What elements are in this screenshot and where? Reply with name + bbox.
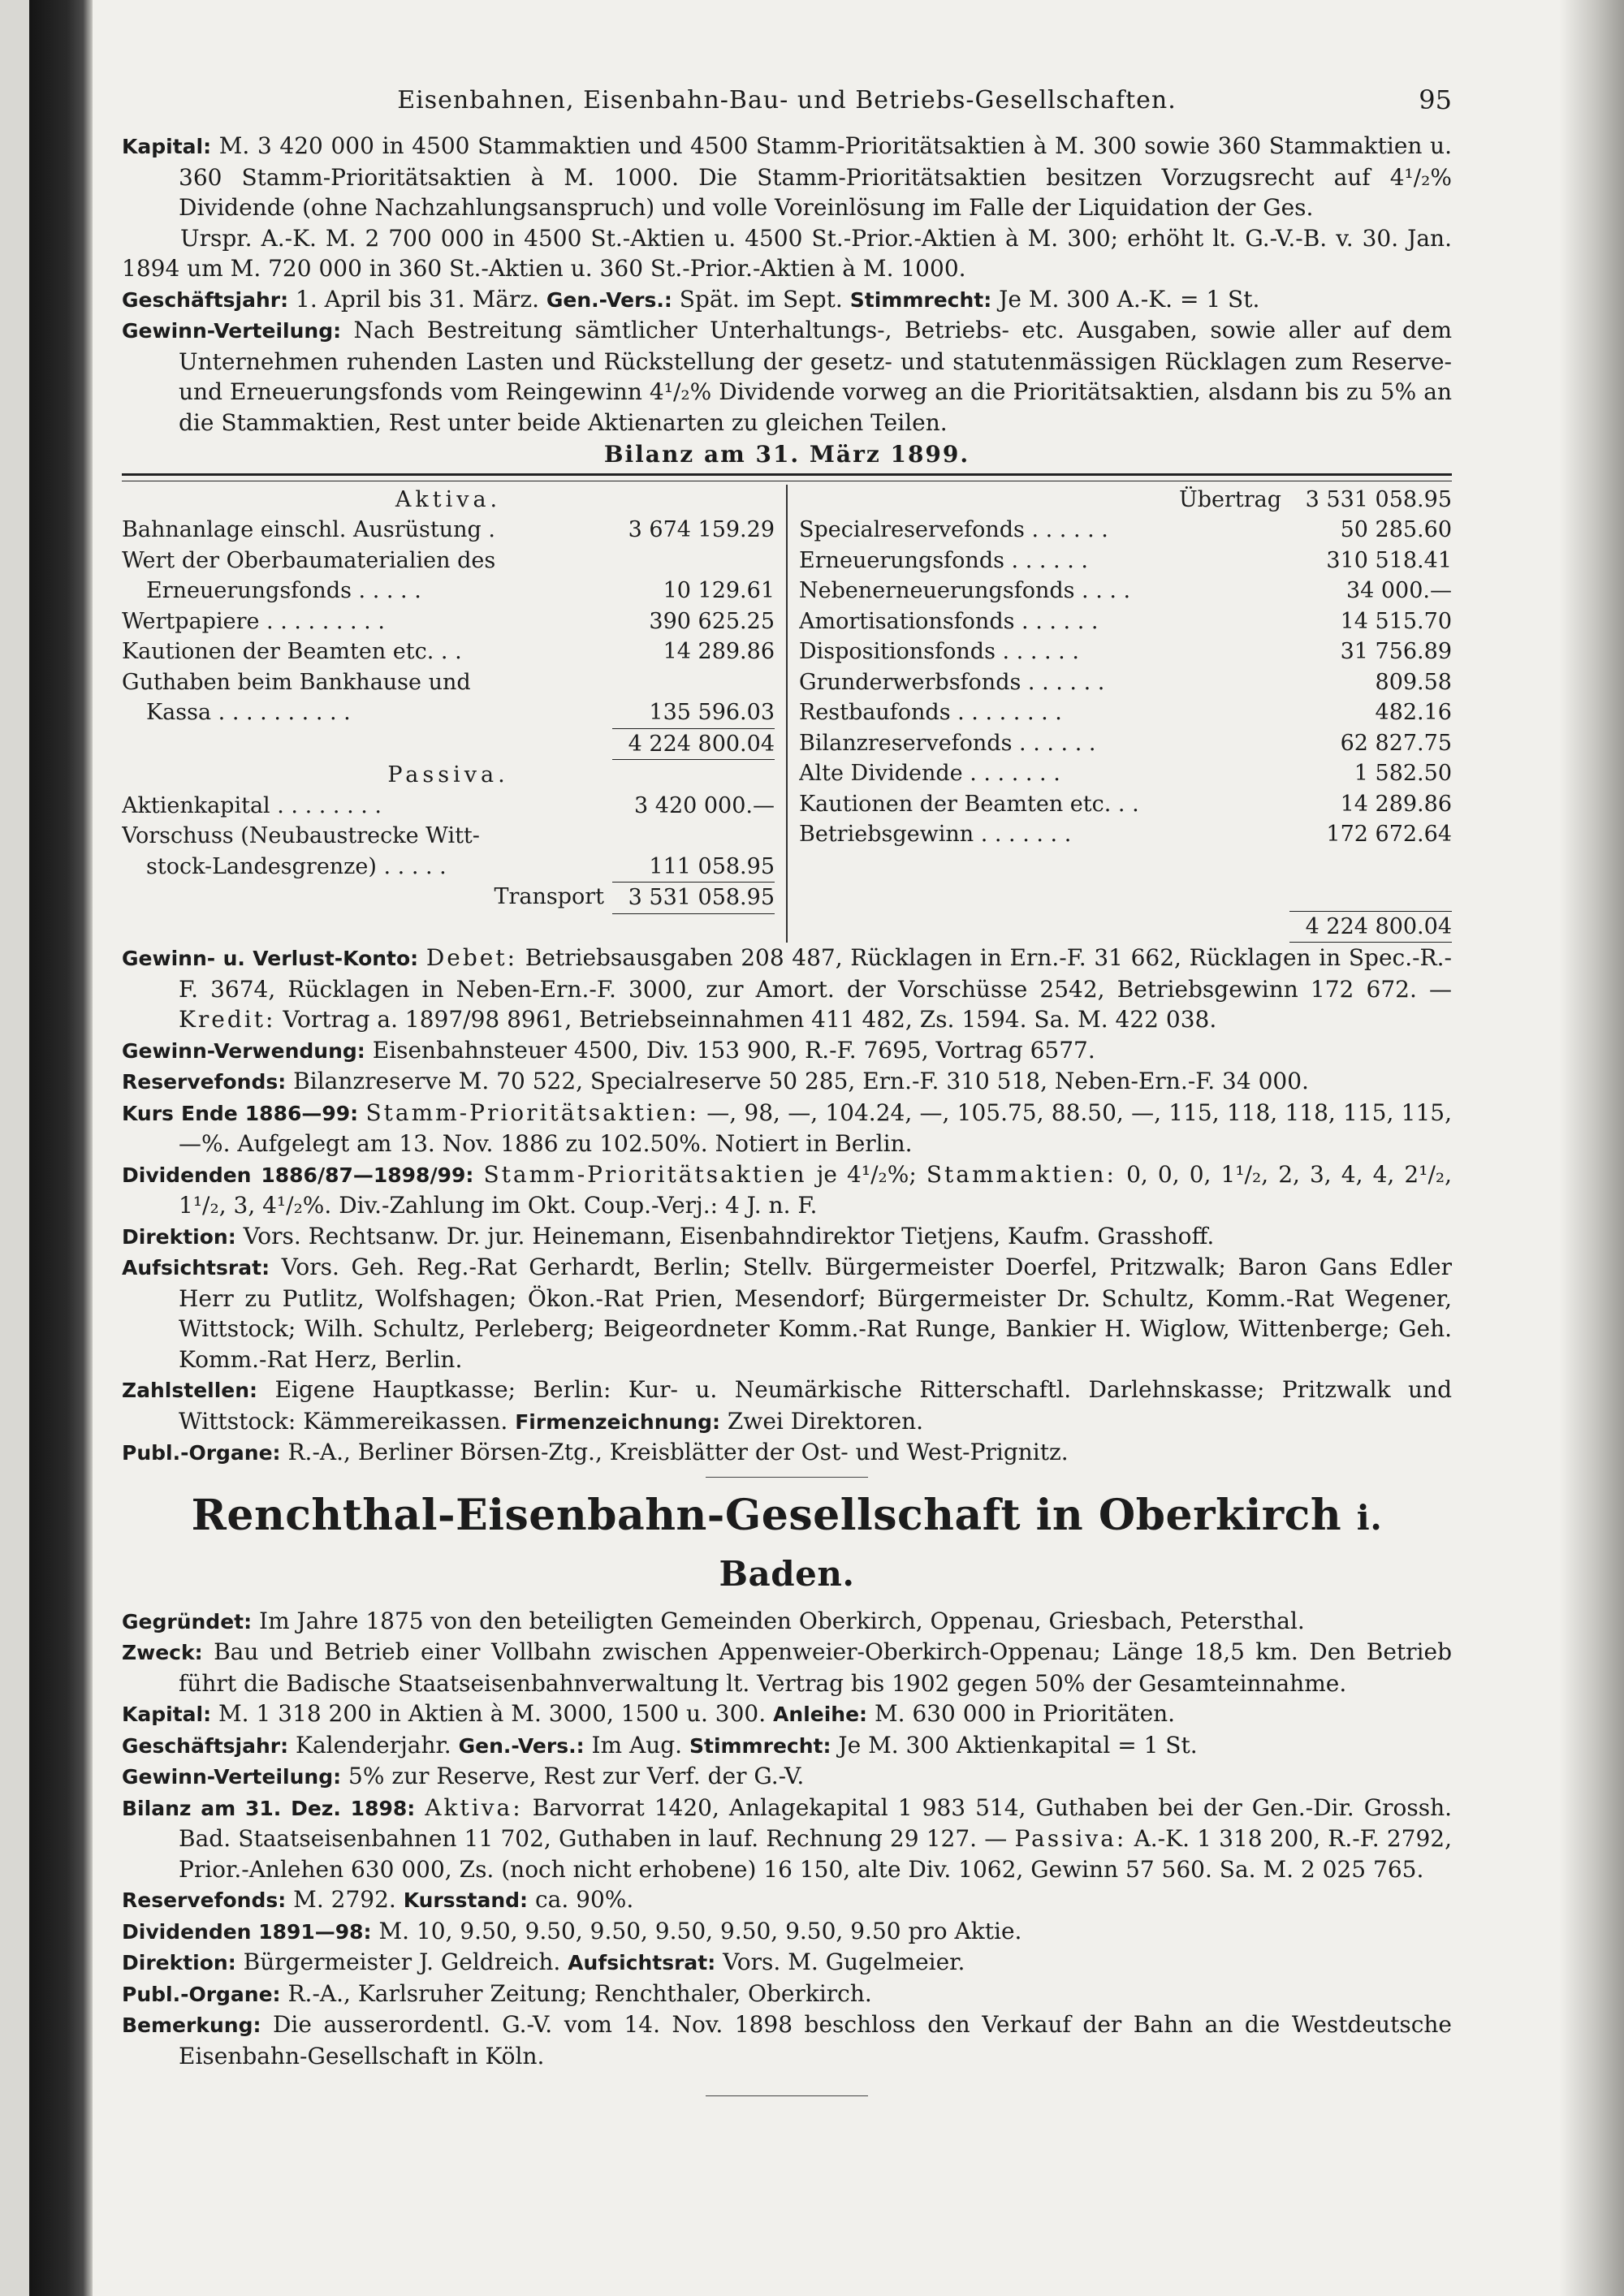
ledger-amount: 390 625.25 [649, 608, 775, 634]
ledger-row [122, 576, 775, 606]
geschaeftsjahr-text: 1. April bis 31. März. [296, 285, 539, 313]
anleihe-text: M. 630 000 in Prioritäten. [874, 1700, 1176, 1727]
ledger-label: Betriebsgewinn . . . . . . . [799, 822, 1072, 847]
kapital2-label: Kapital: [122, 1703, 212, 1726]
bilanz2-passiva-text: A.-K. 1 318 200, R.-F. 2792, Prior.-Anlehen 630 000, Zs. (noch nicht erhobene) 16 150, alte Div. 1062, Gewinn 57 560. Sa. M. 2 025 765. [179, 1825, 1453, 1883]
ar-text: Vors. Geh. Reg.-Rat Gerhardt, Berlin; Stellv. Bürgermeister Doerfel, Pritzwalk; Baron Gans Edler Herr zu Putlitz, Wolfshagen; Ökon.-Rat Prien, Mesendorf; Bürgermeister Dr. Schultz, Komm.-Rat Wegener, Wittstock; Wilh. Schultz, Perleberg; Beigeordneter Komm.-Rat Runge, Bankier H. Wiglow, Wittenberge; Geh. Komm.-Rat Herz, Berlin. [179, 1254, 1452, 1373]
dir-text: Vors. Rechtsanw. Dr. jur. Heinemann, Eisenbahndirektor Tietjens, Kaufm. Grasshoff. [243, 1222, 1215, 1249]
gv2-label: Gen.-Vers.: [458, 1733, 585, 1758]
ledger-row [122, 852, 775, 883]
company-location: i. Baden. [719, 1497, 1383, 1594]
transport-label: Transport [494, 884, 604, 909]
ledger-row [799, 728, 1452, 759]
div-spaced-1: Stamm-Prioritätsaktien [483, 1160, 807, 1188]
geschaeftsjahr-line [122, 284, 1452, 316]
ledger-label: Wertpapiere . . . . . . . . . [122, 608, 385, 634]
gewinnvert2-text: 5% zur Reserve, Rest zur Verf. der G.-V. [348, 1763, 805, 1789]
gewinn-verlust-paragraph [122, 943, 1452, 1035]
zahlstellen-paragraph [122, 1375, 1452, 1437]
ledger-transport-row [122, 882, 775, 914]
sr2-text: Je M. 300 Aktienkapital = 1 St. [838, 1731, 1198, 1759]
ledger-label: Restbaufonds . . . . . . . . [799, 700, 1062, 725]
ledger-amount: 14 515.70 [1340, 608, 1452, 634]
ledger-amount: 111 058.95 [649, 853, 775, 879]
kapital-paragraph [122, 131, 1452, 223]
ar2-text: Vors. M. Gugelmeier. [723, 1949, 965, 1975]
po2-text: R.-A., Karlsruher Zeitung; Renchthaler, Oberkirch. [287, 1979, 872, 2007]
anleihe-label: Anleihe: [773, 1703, 868, 1726]
ledger-label: Aktienkapital . . . . . . . . [122, 792, 382, 818]
bilanz-ledger [122, 485, 1452, 943]
ledger-label: stock-Landesgrenze) . . . . . [146, 853, 447, 879]
bilanz-double-rule [122, 473, 1452, 481]
ledger-label: Kassa . . . . . . . . . . [146, 700, 351, 725]
publ-organe-line [122, 1437, 1452, 1469]
ledger-amount: 809.58 [1375, 669, 1452, 695]
fz-label: Firmenzeichnung: [515, 1409, 720, 1434]
dividenden-paragraph [122, 1159, 1452, 1221]
gverw-text: Eisenbahnsteuer 4500, Div. 153 900, R.-F. 7695, Vortrag 6577. [372, 1036, 1095, 1064]
ledger-row [122, 667, 775, 698]
ledger-amount: 3 674 159.29 [628, 517, 775, 542]
div-spaced-2: Stammaktien: [926, 1160, 1116, 1188]
stimmrecht-label: Stimmrecht: [849, 287, 992, 312]
dir2-label: Direktion: [122, 1951, 236, 1974]
gewinnvert2-label: Gewinn-Verteilung: [122, 1765, 342, 1789]
resf-text: Bilanzreserve M. 70 522, Specialreserve 50 285, Ern.-F. 310 518, Neben-Ern.-F. 34 000. [293, 1068, 1309, 1094]
page-number: 95 [1419, 84, 1452, 115]
po2-label: Publ.-Organe: [122, 1982, 281, 2006]
stimmrecht-text: Je M. 300 A.-K. = 1 St. [999, 285, 1260, 313]
zs-text: Eigene Hauptkasse; Berlin: Kur- u. Neumärkische Ritterschaftl. Darlehnskasse; Pritzwalk und Wittstock: Kämmereikassen. [179, 1376, 1452, 1435]
ledger-amount: 62 827.75 [1340, 730, 1452, 756]
ledger-label: Bilanzreservefonds . . . . . . [799, 730, 1096, 756]
gegruendet-paragraph [122, 1606, 1452, 1638]
gewinnverteilung-label: Gewinn-Verteilung: [122, 319, 342, 343]
geschaeftsjahr-label: Geschäftsjahr: [122, 287, 289, 312]
ledger-label: Kautionen der Beamten etc. . . [122, 639, 462, 664]
div-text-2: 0, 0, 0, 1¹/₂, 2, 3, 4, 4, 2¹/₂, 1¹/₂, 3, 4¹/₂%. Div.-Zahlung im Okt. Coup.-Verj.: 4 J. n. F. [179, 1160, 1452, 1219]
ledger-label: Nebenerneuerungsfonds . . . . [799, 578, 1131, 603]
ledger-amount: 34 000.— [1345, 578, 1452, 603]
ar2-label: Aufsichtsrat: [568, 1951, 716, 1974]
ledger-amount: 1 582.50 [1354, 761, 1452, 786]
kapital-label: Kapital: [122, 135, 212, 158]
kurs-spaced: Stamm-Prioritätsaktien: [365, 1098, 699, 1126]
reservefonds2-line [122, 1884, 1452, 1916]
aufsichtsrat-paragraph [122, 1252, 1452, 1375]
bilanz2-paragraph [122, 1793, 1452, 1885]
company-title [122, 1489, 1452, 1601]
kapital-text: M. 3 420 000 in 4500 Stammaktien und 4500 Stamm-Prioritätsaktien à M. 300 sowie 360 Stammaktien u. 360 Stamm-Prioritätsaktien à M. 1000. Die Stamm-Prioritätsaktien besitzen Vorzugsrecht auf 4¹/₂% Dividende (ohne Nachzahlungsanspruch) und volle Voreinlösung im Falle der Liquidation der Ges. [179, 132, 1452, 221]
direktion2-line [122, 1947, 1452, 1979]
gj2-label: Geschäftsjahr: [122, 1733, 289, 1758]
ledger-label: Bahnanlage einschl. Ausrüstung . [122, 517, 495, 542]
bilanz-title: Bilanz am 31. März 1899. [603, 441, 970, 468]
kurs-paragraph [122, 1098, 1452, 1159]
gegr-text: Im Jahre 1875 von den beteiligten Gemeinden Oberkirch, Oppenau, Griesbach, Petersthal. [259, 1607, 1305, 1634]
ledger-label: Kautionen der Beamten etc. . . [799, 791, 1139, 817]
gv2-text: Im Aug. [591, 1731, 683, 1759]
ledger-row [799, 546, 1452, 576]
gvk-kredit-text: Vortrag a. 1897/98 8961, Betriebseinnahmen 411 482, Zs. 1594. Sa. M. 422 038. [283, 1006, 1217, 1033]
ledger-amount: 50 285.60 [1340, 517, 1452, 542]
ledger-label: Alte Dividende . . . . . . . [799, 761, 1060, 786]
passiva-sum: 4 224 800.04 [1289, 911, 1452, 943]
ledger-label: Erneuerungsfonds . . . . . . [799, 547, 1088, 573]
gj2-text: Kalenderjahr. [296, 1731, 451, 1759]
ledger-label: Grunderwerbsfonds . . . . . . [799, 669, 1105, 695]
publ-organe2-line [122, 1979, 1452, 2010]
bemerkung-paragraph [122, 2009, 1452, 2071]
bilanz2-aktiva-text: Barvorrat 1420, Anlagekapital 1 983 514, Guthaben bei der Gen.-Dir. Grossh. Bad. Staatseisenbahnen 11 702, Guthaben in lauf. Rechnung 29 127. — [179, 1793, 1452, 1852]
gewinnverwendung-line [122, 1035, 1452, 1067]
ledger-amount: 31 756.89 [1340, 639, 1452, 664]
ledger-amount-empty [612, 546, 775, 576]
gewinnverteilung-paragraph [122, 315, 1452, 438]
ledger-row [799, 576, 1452, 606]
ledger-row [799, 606, 1452, 637]
ledger-amount: 310 518.41 [1326, 547, 1452, 573]
zweck-text: Bau und Betrieb einer Vollbahn zwischen Appenweier-Oberkirch-Oppenau; Länge 18,5 km. Den Betrieb führt die Badische Staatseisenbahnverwaltung lt. Vertrag bis 1902 gegen 50% der Gesamteinnahme. [179, 1638, 1452, 1697]
ledger-amount-empty [612, 667, 775, 698]
aktiva-sum: 4 224 800.04 [612, 728, 775, 761]
ledger-row [122, 606, 775, 637]
reservefonds-line [122, 1066, 1452, 1098]
gvk-debet-word: Debet: [425, 944, 518, 971]
gvk-debet-text: Betriebsausgaben 208 487, Rücklagen in Ern.-F. 31 662, Rücklagen in Spec.-R.-F. 3674, Rücklagen in Neben-Ern.-F. 3000, zur Amort. der Vorschüsse 2542, Betriebsgewinn 172 672. — [179, 944, 1453, 1003]
gverw-label: Gewinn-Verwendung: [122, 1038, 365, 1063]
div-text-1: je 4¹/₂%; [816, 1160, 917, 1188]
bem-label: Bemerkung: [122, 2013, 261, 2037]
aktiva-heading: Aktiva. [395, 486, 502, 512]
page-edge-right [1559, 0, 1624, 2296]
ledger-label-empty [122, 728, 612, 761]
geschaeftsjahr2-line [122, 1730, 1452, 1762]
ledger-amount: 482.16 [1375, 700, 1452, 725]
running-head [122, 85, 1452, 131]
div2-text: M. 10, 9.50, 9.50, 9.50, 9.50, 9.50, 9.50, 9.50 pro Aktie. [378, 1917, 1022, 1944]
gvk-label: Gewinn- u. Verlust-Konto: [122, 947, 419, 970]
ledger-label: Amortisationsfonds . . . . . . [799, 608, 1099, 634]
ledger-amount: 135 596.03 [649, 700, 775, 725]
ledger-row [122, 791, 775, 822]
ledger-amount: 14 289.86 [1340, 791, 1452, 817]
bilanz2-label: Bilanz am 31. Dez. 1898: [122, 1796, 416, 1820]
kursstand-text: ca. 90%. [534, 1886, 634, 1913]
ledger-amount-empty [612, 821, 775, 852]
fz-text: Zwei Direktoren. [727, 1407, 924, 1435]
page-edge-left [0, 0, 29, 2296]
ledger-row [799, 667, 1452, 698]
ledger-amount: 3 420 000.— [634, 792, 775, 818]
ledger-amount: 172 672.64 [1326, 822, 1452, 847]
zweck-label: Zweck: [122, 1641, 203, 1664]
kapital2-text: M. 1 318 200 in Aktien à M. 3000, 1500 u. 300. [218, 1700, 767, 1727]
company-name: Renchthal-Eisenbahn-Gesellschaft in Oberkirch [191, 1490, 1342, 1540]
ledger-row [122, 546, 775, 576]
genvers-text: Spät. im Sept. [679, 285, 843, 313]
resf2-text: M. 2792. [293, 1886, 396, 1913]
ledger-spacer [799, 850, 1452, 911]
div-label: Dividenden 1886/87—1898/99: [122, 1163, 474, 1187]
page-content [122, 85, 1452, 2108]
ledger-label: Guthaben beim Bankhause und [122, 669, 471, 695]
ledger-label-empty [799, 911, 1289, 943]
ledger-sum-row [122, 728, 775, 761]
ledger-row [122, 697, 775, 728]
ar-label: Aufsichtsrat: [122, 1256, 270, 1280]
kurs-text: —, 98, —, 104.24, —, 105.75, 88.50, —, 115, 118, 118, 115, 115, —%. Aufgelegt am 13. Nov. 1886 zu 102.50%. Notiert in Berlin. [179, 1098, 1452, 1157]
gewinnverteilung-text: Nach Bestreitung sämtlicher Unterhaltungs-, Betriebs- etc. Ausgaben, sowie aller auf dem Unternehmen ruhenden Lasten und Rückstellung der gesetz- und statutenmässigen Rücklagen zum Reserve- und Erneuerungsfonds vom Reingewinn 4¹/₂% Dividende vorweg an die Prioritätsaktien, alsdann bis zu 5% an die Stammaktien, Rest unter beide Aktienarten zu gleichen Teilen. [179, 317, 1452, 436]
ledger-label: Vorschuss (Neubaustrecke Witt- [122, 823, 480, 848]
genvers-label: Gen.-Vers.: [546, 287, 672, 312]
resf2-label: Reservefonds: [122, 1888, 287, 1912]
ledger-label: Specialreservefonds . . . . . . [799, 517, 1108, 542]
po-label: Publ.-Organe: [122, 1441, 281, 1465]
ledger-label: Erneuerungsfonds . . . . . [146, 578, 421, 603]
resf-label: Reservefonds: [122, 1070, 287, 1094]
passiva-heading: Passiva. [387, 762, 509, 788]
ledger-row [799, 697, 1452, 728]
ledger-uebertrag-row [799, 485, 1452, 516]
bem-text: Die ausserordentl. G.-V. vom 14. Nov. 1898 beschloss den Verkauf der Bahn an die Westdeutsche Eisenbahn-Gesellschaft in Köln. [179, 2011, 1452, 2069]
div2-label: Dividenden 1891—98: [122, 1919, 372, 1944]
gvk-kredit-word: Kredit: [179, 1006, 276, 1033]
gewinnverteilung2-line [122, 1761, 1452, 1793]
direktion-line [122, 1221, 1452, 1253]
uebertrag-value: 3 531 058.95 [1305, 486, 1452, 512]
aktiva-word: Aktiva: [425, 1793, 523, 1821]
ledger-row [122, 515, 775, 546]
ledger-right-column [788, 485, 1452, 943]
gegr-label: Gegründet: [122, 1609, 253, 1634]
ledger-row [799, 789, 1452, 820]
kurs-label: Kurs Ende 1886—99: [122, 1101, 359, 1125]
ledger-row [122, 821, 775, 852]
ledger-row [799, 819, 1452, 850]
ledger-amount: 10 129.61 [663, 578, 775, 603]
running-head-title: Eisenbahnen, Eisenbahn-Bau- und Betriebs-Gesellschaften. [397, 86, 1177, 114]
kursstand-label: Kursstand: [403, 1888, 529, 1912]
ledger-label: Wert der Oberbaumaterialien des [122, 547, 496, 573]
sr2-label: Stimmrecht: [689, 1733, 831, 1758]
ledger-amount: 14 289.86 [663, 639, 775, 664]
ledger-row [122, 637, 775, 667]
section-divider [706, 1477, 868, 1478]
uebertrag-label: Übertrag [1178, 486, 1281, 512]
urspr-text: Urspr. A.-K. M. 2 700 000 in 4500 St.-Aktien u. 4500 St.-Prior.-Aktien à M. 300; erhöht lt. G.-V.-B. v. 30. Jan. 1894 um M. 720 000 in 360 St.-Aktien u. 360 St.-Prior.-Aktien à M. 1000. [122, 224, 1452, 282]
dividenden2-line [122, 1916, 1452, 1948]
zweck-paragraph [122, 1637, 1452, 1698]
po-text: R.-A., Berliner Börsen-Ztg., Kreisblätter der Ost- und West-Prignitz. [287, 1439, 1069, 1465]
ledger-label: Dispositionsfonds . . . . . . [799, 639, 1079, 664]
book-spine-shadow [29, 0, 93, 2296]
bottom-divider [706, 2095, 868, 2096]
kapital-line [122, 1698, 1452, 1730]
dir-label: Direktion: [122, 1224, 236, 1249]
transport-value: 3 531 058.95 [612, 882, 775, 914]
passiva-word: Passiva: [1014, 1825, 1127, 1852]
ledger-sum-row [799, 911, 1452, 943]
urspr-paragraph [122, 223, 1452, 284]
ledger-row [799, 758, 1452, 789]
ledger-row [799, 515, 1452, 546]
ledger-row [799, 637, 1452, 667]
dir2-text: Bürgermeister J. Geldreich. [243, 1949, 561, 1975]
zs-label: Zahlstellen: [122, 1379, 258, 1402]
ledger-left-column [122, 485, 788, 943]
